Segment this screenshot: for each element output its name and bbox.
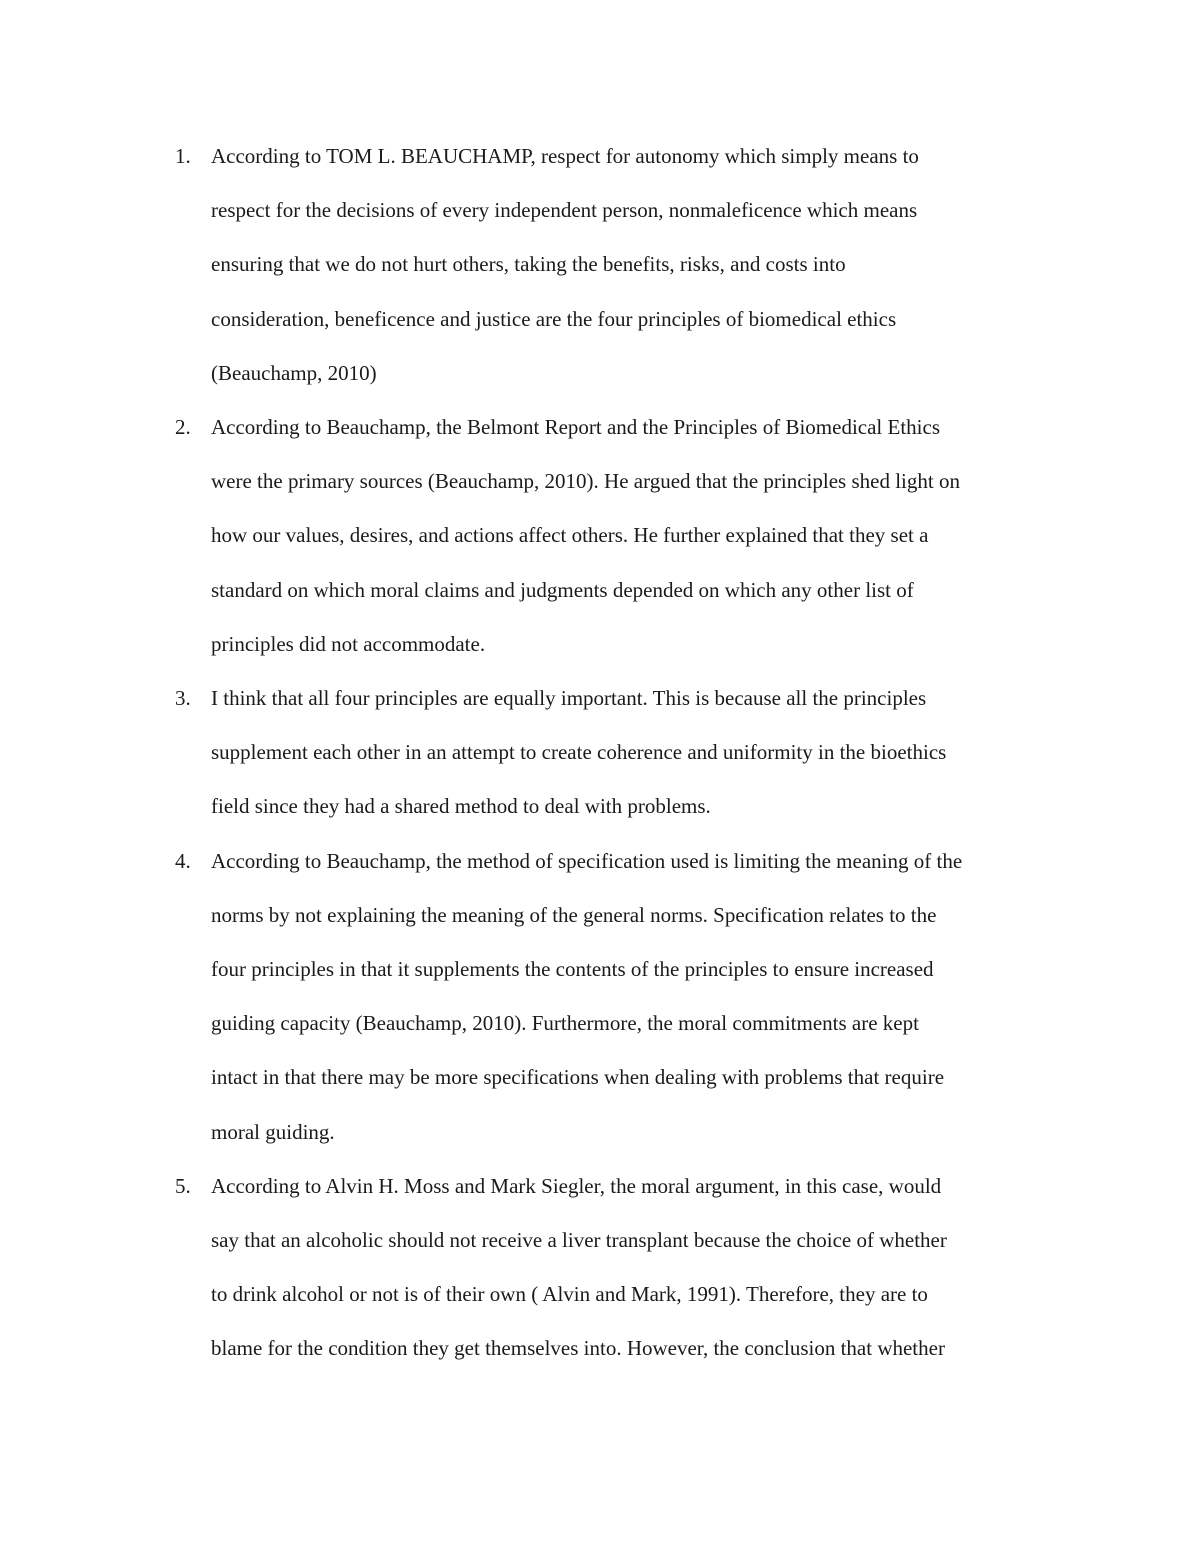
text-line: According to Beauchamp, the Belmont Report and the Principles of Biomedical Ethics: [211, 415, 940, 440]
text-line: field since they had a shared method to deal with problems.: [211, 794, 711, 819]
text-line: to drink alcohol or not is of their own ( Alvin and Mark, 1991). Therefore, they are to: [211, 1282, 928, 1307]
answer-list: [175, 129, 1060, 1376]
list-item-number: 2.: [175, 415, 191, 440]
text-line: respect for the decisions of every independent person, nonmaleficence which means: [211, 198, 918, 223]
text-line: four principles in that it supplements the contents of the principles to ensure increased: [211, 957, 934, 982]
text-line: were the primary sources (Beauchamp, 2010). He argued that the principles shed light on: [211, 469, 960, 494]
list-item-number: 1.: [175, 144, 191, 168]
text-line: consideration, beneficence and justice are the four principles of biomedical ethics: [211, 306, 897, 331]
text-line: I think that all four principles are equally important. This is because all the principles: [211, 686, 927, 711]
list-item-2: [175, 400, 1060, 671]
list-item-number: 3.: [175, 686, 191, 711]
list-item-4: [175, 834, 1060, 1159]
list-item-1: [175, 129, 1060, 400]
list-item-text: [211, 400, 1060, 671]
text-line: guiding capacity (Beauchamp, 2010). Furthermore, the moral commitments are kept: [211, 1011, 919, 1036]
text-line: According to Alvin H. Moss and Mark Siegler, the moral argument, in this case, would: [211, 1173, 942, 1198]
text-line: say that an alcoholic should not receive a liver transplant because the choice of whether: [211, 1228, 947, 1253]
list-item-text: [211, 834, 1060, 1159]
list-item-number: 4.: [175, 848, 191, 873]
text-line: standard on which moral claims and judgments depended on which any other list of: [211, 577, 914, 602]
text-line: principles did not accommodate.: [211, 631, 486, 656]
text-line: supplement each other in an attempt to create coherence and uniformity in the bioethics: [211, 740, 947, 765]
text-line: moral guiding.: [211, 1119, 335, 1144]
text-line: blame for the condition they get themselves into. However, the conclusion that whether: [211, 1336, 945, 1361]
list-item-5: [175, 1159, 1060, 1376]
text-line: According to Beauchamp, the method of specification used is limiting the meaning of the: [211, 848, 963, 873]
list-item-number: 5.: [175, 1173, 191, 1198]
text-line: (Beauchamp, 2010): [211, 360, 377, 385]
list-item-text: [211, 1159, 1060, 1376]
text-line: intact in that there may be more specifications when dealing with problems that require: [211, 1065, 945, 1090]
list-item-3: [175, 671, 1060, 834]
list-item-text: [211, 129, 1060, 400]
text-line: norms by not explaining the meaning of the general norms. Specification relates to the: [211, 902, 937, 927]
list-item-text: [211, 671, 1060, 834]
text-line: ensuring that we do not hurt others, taking the benefits, risks, and costs into: [211, 252, 846, 277]
text-line: how our values, desires, and actions affect others. He further explained that they set a: [211, 523, 929, 548]
text-line: According to TOM L. BEAUCHAMP, respect for autonomy which simply means to: [211, 144, 919, 168]
